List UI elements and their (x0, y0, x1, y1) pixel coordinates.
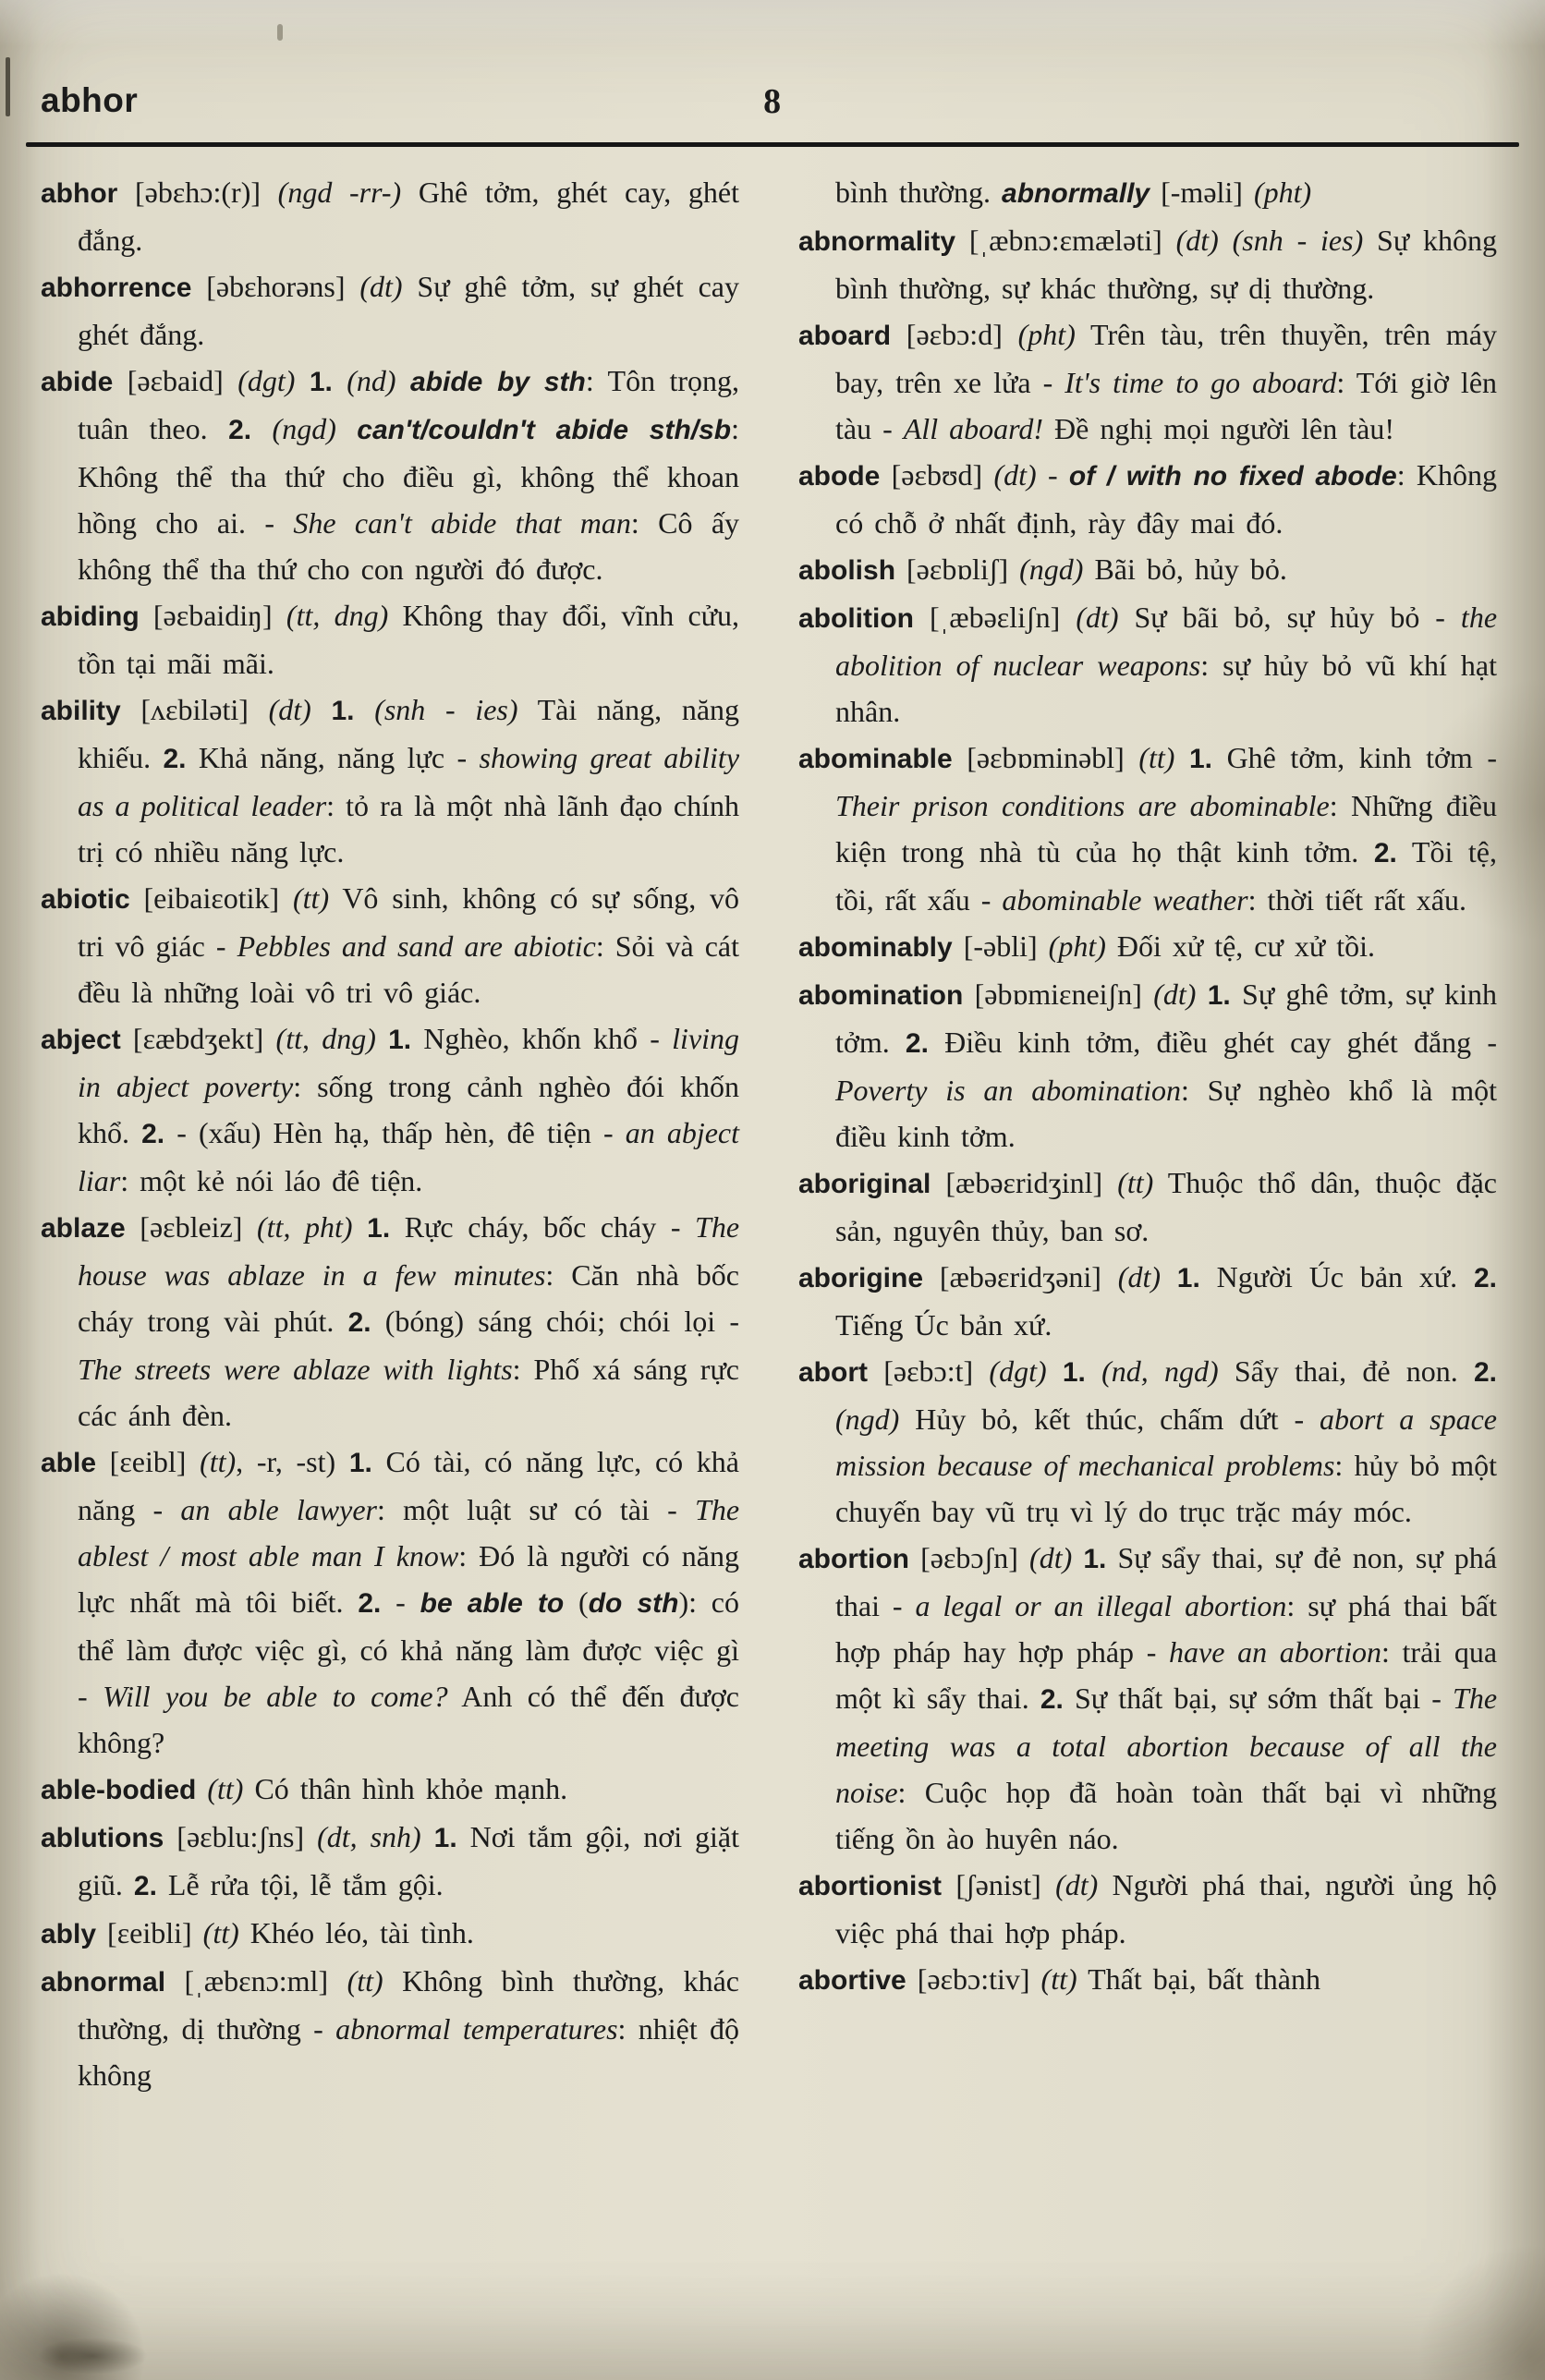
entry-text-run: Bãi bỏ, hủy bỏ. (1083, 552, 1287, 586)
entry-text-run: : Cuộc họp đã hoàn toàn thất bại vì những tiếng ồn ào huyên náo. (835, 1776, 1497, 1855)
entry-text-run: Đề nghị mọi người lên tàu! (1043, 412, 1394, 445)
entry-text-run: Sẩy thai, đẻ non. (1218, 1354, 1474, 1388)
entry-text-run: [əɛbɒminəbl] (952, 741, 1139, 774)
entry-text-run (1196, 978, 1207, 1011)
entry-text-run: : sự hủy bỏ vũ khí hạt nhân. (835, 649, 1498, 728)
entry-text-run: Sự bãi bỏ, sự hủy bỏ - (1118, 601, 1461, 634)
entry-text-run: : Sự nghèo khổ là một điều kinh tởm. (835, 1074, 1498, 1153)
entry-text-run: (dt) (268, 693, 311, 726)
entry-text-run: Will you be able to come? (103, 1680, 448, 1713)
entry-text-run: aborigine (798, 1263, 924, 1293)
entry-text-run: (dt) (1175, 224, 1219, 257)
entry-text-run: aboriginal (798, 1169, 931, 1199)
entry-text-run: [əɛbɔʃn] (909, 1541, 1030, 1574)
entry-text-run: 2. (1474, 1263, 1498, 1293)
entry-text-run: abhorrence (41, 273, 192, 303)
dictionary-entry-abortive (798, 1956, 1497, 2004)
entry-text-run (355, 693, 375, 726)
dictionary-entry-abortionist (798, 1862, 1497, 1956)
dictionary-entry-abode (798, 452, 1497, 546)
entry-text-run: do sth (588, 1588, 679, 1619)
entry-text-run: : hủy bỏ một chuyến bay vũ trụ vì lý do trục trặc máy móc. (835, 1449, 1498, 1528)
entry-text-run: : thời tiết rất xấu. (1247, 883, 1466, 917)
entry-text-run: can't/couldn't abide sth/sb (357, 415, 732, 445)
entry-text-run: [-əbli] (952, 929, 1049, 963)
entry-text-run: [æbəɛridʒəni] (923, 1260, 1118, 1293)
entry-text-run: (tt) (1138, 741, 1175, 774)
page-number: 8 (763, 82, 782, 121)
entry-text-run: [əɛbɒliʃ] (895, 552, 1020, 586)
entry-text-run (1072, 1541, 1083, 1574)
entry-text-run: 2. (133, 1871, 157, 1901)
entry-text-run: : Cô ấy không thể tha thứ cho con người đó được. (78, 506, 740, 586)
entry-text-run: living in abject poverty (78, 1022, 740, 1103)
entry-text-run: 1. (331, 696, 355, 726)
entry-text-run: an abject liar (78, 1116, 740, 1197)
entry-text-run (295, 364, 309, 397)
entry-text-run: Pebbles and sand are abiotic (237, 929, 596, 963)
entry-text-run: 2. (347, 1307, 371, 1338)
entry-text-run: Anh có thể đến được không? (78, 1680, 740, 1759)
dictionary-entry-abhor (41, 169, 739, 263)
entry-text-run: Tài năng, năng khiếu. (78, 693, 740, 774)
entry-text-run: (snh - ies) (374, 693, 518, 726)
entry-text-run: Đối xử tệ, cư xử tồi. (1105, 929, 1375, 963)
entry-text-run (1174, 741, 1189, 774)
entry-text-run: Ghê tởm, ghét cay, ghét đắng. (78, 176, 740, 257)
entry-text-run: [əɛbɔ:d] (891, 318, 1018, 351)
entry-text-run: abiding (41, 601, 140, 632)
entry-text-run: Hủy bỏ, kết thúc, chấm dứt - (899, 1402, 1320, 1436)
entry-text-run: [æbəɛridʒinl] (931, 1166, 1118, 1199)
entry-text-run: : trải qua một kì sẩy thai. (835, 1635, 1498, 1715)
entry-text-run (251, 412, 272, 445)
entry-text-run: (dt) (993, 458, 1037, 492)
entry-text-run: Có thân hình khỏe mạnh. (243, 1772, 568, 1805)
entry-text-run: : một luật sư có tài - (377, 1493, 696, 1526)
dictionary-entry-abolish (798, 546, 1497, 594)
entry-text-run: 2. (163, 744, 187, 774)
entry-text-run: Nơi tắm gội, nơi giặt giũ. (78, 1820, 740, 1901)
entry-text-run: (dt) (1153, 978, 1197, 1011)
entry-text-run: : Đó là người có năng lực nhất mà tôi biết. (78, 1539, 740, 1619)
dictionary-entry-abiotic (41, 875, 739, 1015)
entry-text-run: : Không có chỗ ở nhất định, rày đây mai đó. (835, 458, 1498, 540)
left-column (41, 169, 739, 2098)
entry-text-run: Có tài, có năng lực, có khả năng - (78, 1445, 740, 1526)
entry-text-run: Nghèo, khốn khổ - (411, 1022, 673, 1055)
entry-text-run: Trên tàu, trên thuyền, trên máy bay, trên xe lửa - (835, 318, 1498, 399)
dictionary-entry-abnormal (41, 1958, 739, 2098)
entry-text-run: [eibaiɛotik] (129, 881, 293, 915)
entry-text-run: (tt) (293, 881, 330, 915)
entry-text-run: The house was ablaze in a few minutes (78, 1210, 740, 1292)
entry-text-run: - (xấu) Hèn hạ, thấp hèn, đê tiện - (164, 1116, 626, 1149)
dictionary-entry-abnormality (798, 217, 1497, 311)
entry-text-run: bình thường. (835, 176, 1003, 209)
entry-text-run: abortionist (798, 1871, 942, 1901)
entry-text-run: (dt) (1029, 1541, 1073, 1574)
entry-text-run: Người phá thai, người ủng hộ việc phá thai hợp pháp. (835, 1868, 1498, 1949)
entry-text-run: (tt, dng) (275, 1022, 376, 1055)
entry-text-run: [ɛæbdʒekt] (120, 1022, 276, 1055)
entry-text-run: abort a space mission because of mechanical problems (835, 1402, 1498, 1482)
entry-text-run: Khả năng, năng lực - (186, 741, 480, 774)
entry-text-run: : Căn nhà bốc cháy trong vài phút. (78, 1258, 740, 1338)
entry-text-run: [ɛeibli] (96, 1916, 203, 1949)
entry-text-run (1047, 1354, 1063, 1388)
entry-text-run: 1. (1207, 980, 1231, 1011)
entry-text-run: Lễ rửa tội, lễ tắm gội. (156, 1868, 444, 1901)
entry-text-run: (dgt) (989, 1354, 1047, 1388)
entry-text-run: Tiếng Úc bản xứ. (835, 1308, 1052, 1342)
entry-text-run: - (1036, 458, 1069, 492)
entry-text-run: able-bodied (41, 1775, 197, 1805)
entry-text-run: Thuộc thổ dân, thuộc đặc sản, nguyên thủy, ban sơ. (835, 1166, 1498, 1247)
entry-text-run: The meeting was a total abortion because of all the noise (835, 1682, 1498, 1809)
entry-text-run: showing great ability as a political leader (78, 741, 740, 822)
entry-text-run: Sự thất bại, sự sớm thất bại - (1063, 1682, 1454, 1715)
entry-text-run: abominably (798, 932, 953, 963)
entry-text-run (1219, 224, 1233, 257)
entry-text-run: 2. (228, 415, 252, 445)
entry-text-run (1086, 1354, 1101, 1388)
entry-text-run: 1. (1176, 1263, 1200, 1293)
entry-text-run: Không bình thường, khác thường, dị thường - (78, 1964, 740, 2046)
entry-text-run: [ʃənist] (942, 1868, 1056, 1901)
entry-text-run: (dt, snh) (317, 1820, 421, 1853)
dictionary-entry-abominable (798, 735, 1497, 923)
entry-text-run: 1. (367, 1213, 391, 1244)
entry-text-run: (tt) (347, 1964, 383, 1998)
entry-text-run: Không thay đổi, vĩnh cửu, tồn tại mãi mãi. (78, 599, 740, 680)
entry-text-run: Sự không bình thường, sự khác thường, sự dị thường. (835, 224, 1497, 305)
entry-text-run: Người Úc bản xứ. (1199, 1260, 1474, 1293)
entry-text-run: (ngd) (272, 412, 336, 445)
entry-text-run: (tt) (200, 1445, 237, 1478)
entry-text-run: : Phố xá sáng rực các ánh đèn. (78, 1353, 740, 1432)
entry-text-run: Thất bại, bất thành (1077, 1962, 1320, 1996)
entry-text-run: abhor (41, 178, 118, 209)
guide-word: abhor (41, 81, 139, 119)
entry-text-run: Khéo léo, tài tình. (238, 1916, 474, 1949)
entry-text-run: ability (41, 696, 121, 726)
entry-text-run: : sống trong cảnh nghèo đói khốn khổ. (78, 1070, 740, 1149)
entry-text-run: (dt) (1055, 1868, 1099, 1901)
entry-text-run: : một kẻ nói láo đê tiện. (120, 1164, 423, 1197)
entry-text-run: Tồi tệ, tồi, rất xấu - (835, 835, 1498, 917)
entry-text-run: abject (41, 1025, 121, 1055)
entry-text-run: 2. (905, 1028, 929, 1059)
entry-text-run: [əɛblu:ʃns] (164, 1820, 318, 1853)
entry-text-run (196, 1772, 207, 1805)
entry-text-run: a legal or an illegal abortion (915, 1589, 1287, 1622)
entry-text-run: (bóng) sáng chói; chói lọi - (371, 1305, 740, 1338)
entry-text-run: ablaze (41, 1213, 126, 1244)
dictionary-entry-abortion (798, 1535, 1497, 1862)
entry-text-run: (tt, pht) (257, 1210, 353, 1244)
dictionary-entry-aboriginal (798, 1160, 1497, 1254)
entry-text-run: (pht) (1017, 318, 1076, 351)
entry-text-run (311, 693, 332, 726)
entry-text-run (333, 364, 347, 397)
entry-text-run: 1. (1083, 1544, 1107, 1574)
entry-text-run: (ngd) (1019, 552, 1084, 586)
entry-text-run: : Những điều kiện trong nhà tù của họ thật kinh tởm. (835, 789, 1497, 868)
entry-text-run: - (381, 1585, 420, 1619)
header-rule (26, 142, 1519, 147)
entry-text-run: (ngd) (835, 1402, 900, 1436)
entry-text-run: [əɛbʊd] (880, 458, 994, 492)
entry-text-run: abide by sth (409, 367, 586, 397)
entry-text-run: ably (41, 1919, 97, 1949)
entry-text-run: the abolition of nuclear weapons (835, 601, 1498, 682)
entry-text-run: (dt) (1076, 601, 1119, 634)
entry-text-run: abolish (798, 555, 896, 586)
entry-text-run: [ʌɛbiləti] (120, 693, 269, 726)
entry-text-run: abnormally (1002, 178, 1150, 209)
dictionary-entry-abort (798, 1348, 1497, 1535)
entry-text-run: : tỏ ra là một nhà lãnh đạo chính trị có nhiều năng lực. (78, 789, 739, 868)
entry-text-run: abominable (798, 744, 953, 774)
entry-text-run: an able lawyer (180, 1493, 378, 1526)
entry-text-run: The streets were ablaze with lights (78, 1353, 513, 1386)
page-header (0, 0, 1545, 129)
entry-text-run: (tt) (1117, 1166, 1154, 1199)
entry-text-run: Poverty is an abomination (835, 1074, 1181, 1107)
entry-text-run: [əɛbɔ:t] (868, 1354, 990, 1388)
dictionary-content (0, 169, 1545, 2098)
entry-text-run: (dgt) (237, 364, 296, 397)
entry-text-run: (nd) (347, 364, 396, 397)
entry-text-run: 1. (309, 367, 333, 397)
entry-text-run: (tt) (207, 1772, 244, 1805)
entry-text-run: 1. (433, 1823, 457, 1853)
entry-text-run: of / with no fixed abode (1068, 461, 1397, 492)
entry-text-run: Ghê tởm, kinh tởm - (1212, 741, 1498, 774)
entry-text-run: : nhiệt độ không (78, 2012, 740, 2092)
entry-text-run: 1. (348, 1448, 372, 1478)
entry-text-run (376, 1022, 388, 1055)
entry-text-run: 2. (1040, 1684, 1064, 1715)
dictionary-entry-aboard (798, 311, 1497, 452)
entry-text-run: (tt) (1040, 1962, 1077, 1996)
entry-text-run: [əɛbɔ:tiv] (906, 1962, 1041, 1996)
entry-text-run: (tt, dng) (286, 599, 389, 632)
entry-text-run: 2. (358, 1588, 382, 1619)
dictionary-entry-ability (41, 686, 739, 875)
entry-text-run (336, 412, 357, 445)
dictionary-entry-ablutions (41, 1814, 739, 1910)
entry-text-run: (dt) (359, 270, 403, 303)
entry-text-run: be able to (420, 1588, 565, 1619)
entry-text-run: Sự sẩy thai, sự đẻ non, sự phá thai - (835, 1541, 1498, 1622)
dictionary-entry-abject (41, 1015, 739, 1204)
entry-text-run: (dt) (1117, 1260, 1161, 1293)
entry-text-run (1161, 1260, 1177, 1293)
entry-text-run: abortion (798, 1544, 909, 1574)
entry-text-run: [ɛeibl] (96, 1445, 201, 1478)
entry-text-run: Sự ghê tởm, sự kinh tởm. (835, 978, 1498, 1059)
entry-text-run: abolition (798, 603, 914, 634)
entry-text-run: : sự phá thai bất hợp pháp hay hợp pháp - (835, 1589, 1498, 1669)
entry-text-run: (ngd -rr-) (277, 176, 402, 209)
entry-text-run: Their prison conditions are abominable (835, 789, 1330, 822)
entry-text-run (396, 364, 410, 397)
entry-text-run: abnormal temperatures (335, 2012, 618, 2046)
entry-text-run: [əbɒmiɛneiʃn] (963, 978, 1154, 1011)
entry-text-run: Điều kinh tởm, điều ghét cay ghét đắng - (928, 1026, 1498, 1059)
dictionary-entry-able-bodied (41, 1766, 739, 1814)
scan-artifact-corner-shadow (37, 2338, 148, 2374)
entry-text-run: abomination (798, 980, 964, 1011)
entry-text-run: able (41, 1448, 97, 1478)
entry-text-run: abominable weather (1002, 883, 1248, 917)
entry-text-run: 2. (1474, 1357, 1498, 1388)
entry-text-run: (snh - ies) (1232, 224, 1364, 257)
entry-text-run: (nd, ngd) (1101, 1354, 1219, 1388)
entry-text-run: : Không thể tha thứ cho điều gì, không thể khoan hồng cho ai. - (78, 412, 740, 540)
entry-text-run (353, 1210, 368, 1244)
entry-text-run: (tt) (202, 1916, 239, 1949)
entry-text-run: abnormal (41, 1967, 166, 1998)
dictionary-entry-abominably (798, 923, 1497, 971)
entry-text-run: abort (798, 1357, 868, 1388)
entry-text-run: (pht) (1048, 929, 1106, 963)
entry-text-run: [əɛbaidiŋ] (139, 599, 286, 632)
entry-text-run: [əbɛhorəns] (191, 270, 360, 303)
entry-text-run: : Sỏi và cát đều là những loài vô tri vô giác. (78, 929, 740, 1009)
entry-text-run: [ˌæbɛnɔ:ml] (165, 1964, 347, 1998)
entry-text-run: 2. (141, 1119, 165, 1149)
entry-text-run: abide (41, 367, 114, 397)
entry-text-run: abortive (798, 1965, 906, 1996)
entry-text-run: 1. (1189, 744, 1213, 774)
entry-text-run: ( (564, 1585, 589, 1619)
dictionary-entry-abolition (798, 594, 1497, 735)
entry-text-run: It's time to go aboard (1064, 366, 1337, 399)
entry-text-run: ablutions (41, 1823, 164, 1853)
right-column (798, 169, 1497, 2098)
entry-text-run: [-məli] (1150, 176, 1254, 209)
dictionary-entry-abhorrence (41, 263, 739, 358)
dictionary-entry-ably (41, 1910, 739, 1958)
entry-text-run: , -r, -st) (236, 1445, 349, 1478)
entry-text-run: 1. (388, 1025, 412, 1055)
dictionary-entry-continuation (798, 169, 1497, 217)
entry-text-run: abode (798, 461, 881, 492)
dictionary-entry-able (41, 1439, 739, 1766)
entry-text-run: : Tôn trọng, tuân theo. (78, 364, 740, 445)
entry-text-run: The ablest / most able man I know (78, 1493, 740, 1572)
entry-text-run: Rực cháy, bốc cháy - (390, 1210, 696, 1244)
entry-text-run: 1. (1062, 1357, 1086, 1388)
dictionary-entry-ablaze (41, 1204, 739, 1439)
entry-text-run: Vô sinh, không có sự sống, vô tri vô giác - (78, 881, 739, 963)
entry-text-run: 2. (1373, 838, 1397, 868)
entry-text-run: [əbɛhɔ:(r)] (117, 176, 278, 209)
entry-text-run: : Tới giờ lên tàu - (835, 366, 1498, 445)
entry-text-run (421, 1820, 434, 1853)
entry-text-run: All aboard! (903, 412, 1043, 445)
dictionary-entry-abiding (41, 592, 739, 686)
entry-text-run: She can't abide that man (293, 506, 631, 540)
entry-text-run: abiotic (41, 884, 130, 915)
dictionary-entry-aborigine (798, 1254, 1497, 1348)
entry-text-run: [ˌæbəɛliʃn] (913, 601, 1077, 634)
entry-text-run: [ˌæbnɔ:ɛmæləti] (955, 224, 1176, 257)
entry-text-run: [əɛbaid] (113, 364, 238, 397)
dictionary-entry-abomination (798, 971, 1497, 1160)
entry-text-run: Sự ghê tởm, sự ghét cay ghét đắng. (78, 270, 740, 351)
entry-text-run: ): có thể làm được việc gì, có khả năng làm được việc gì - (78, 1585, 740, 1713)
entry-text-run: aboard (798, 321, 892, 351)
entry-text-run: abnormality (798, 226, 956, 257)
entry-text-run: have an abortion (1169, 1635, 1381, 1669)
entry-text-run: (pht) (1253, 176, 1312, 209)
entry-text-run: [əɛbleiz] (125, 1210, 257, 1244)
dictionary-entry-abide (41, 358, 739, 592)
